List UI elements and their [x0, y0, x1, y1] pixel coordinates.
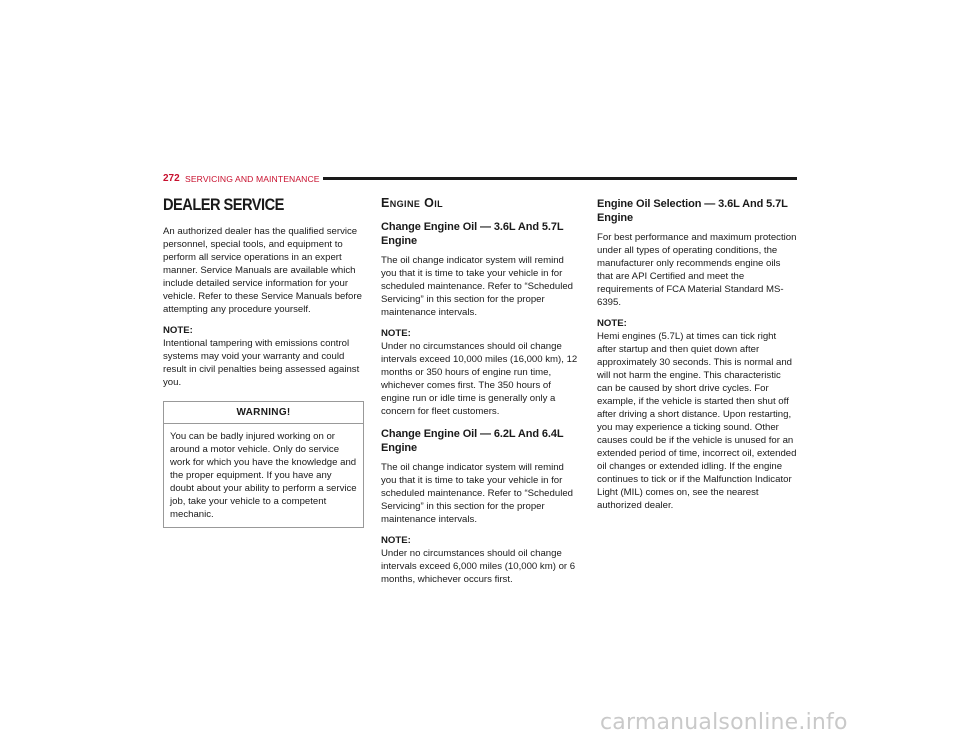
watermark: carmanualsonline.info: [600, 710, 848, 735]
page-header: [163, 173, 797, 187]
change-oil-36-57-text: The oil change indicator system will remind you that it is time to take your vehicle in for scheduled maintenance. Refer to “Scheduled Servicing” in this section for the proper maintenance intervals.: [381, 255, 573, 318]
section-name: SERVICING AND MAINTENANCE: [185, 174, 320, 184]
change-oil-62-64-text: The oil change indicator system will remind you that it is time to take your vehicle in for scheduled maintenance. Refer to “Scheduled Servicing” in this section for the proper maintenance intervals.: [381, 462, 573, 525]
header-rule: [323, 177, 797, 180]
warning-title: WARNING!: [164, 402, 363, 424]
note-block: [163, 324, 364, 389]
note-block: [381, 327, 582, 418]
note-text: Under no circumstances should oil change intervals exceed 6,000 miles (10,000 km) or 6 months, whichever occurs first.: [381, 548, 576, 585]
warning-box: [163, 401, 364, 528]
dealer-service-intro: An authorized dealer has the qualified service personnel, special tools, and equipment to perform all service operations in an expert manner. Service Manuals are available which include detailed service information for your vehicle. Refer to these Service Manuals before attempting any procedure yourself.: [163, 226, 362, 315]
engine-oil-title: Engine Oil: [381, 196, 444, 210]
note-text: Intentional tampering with emissions control systems may void your warranty and could result in civil penalties being assessed against you.: [163, 338, 360, 388]
note-label: NOTE:: [381, 328, 411, 339]
note-label: NOTE:: [381, 535, 411, 546]
change-oil-36-57-heading: Change Engine Oil — 3.6L And 5.7L Engine: [381, 221, 564, 247]
note-block: [381, 534, 582, 586]
page-number: 272: [163, 173, 180, 184]
note-block: [597, 317, 798, 512]
oil-selection-text: For best performance and maximum protection under all types of operating conditions, the manufacturer only recommends engine oils that are API Certified and meet the requirements of FCA Material Standard MS-6395.: [597, 232, 797, 308]
note-label: NOTE:: [597, 318, 627, 329]
note-label: NOTE:: [163, 325, 193, 336]
note-text: Under no circumstances should oil change intervals exceed 10,000 miles (16,000 km), 12 months or 350 hours of engine run time, whichever comes first. The 350 hours of engine run or idle time is generally only a concern for fleet customers.: [381, 341, 578, 417]
change-oil-62-64-heading: Change Engine Oil — 6.2L And 6.4L Engine: [381, 428, 564, 454]
dealer-service-title: DEALER SERVICE: [163, 195, 284, 214]
column-right: [597, 195, 798, 521]
oil-selection-heading: Engine Oil Selection — 3.6L And 5.7L Engine: [597, 198, 788, 224]
column-left: [163, 195, 364, 528]
warning-text: You can be badly injured working on or around a motor vehicle. Only do service work for which you have the knowledge and the proper equipment. If you have any doubt about your ability to perform a service job, take your vehicle to a competent mechanic.: [170, 431, 357, 520]
note-text: Hemi engines (5.7L) at times can tick right after startup and then quiet down after approximately 30 seconds. This is normal and will not harm the engine. This characteristic can be caused by short drive cycles. For example, if the vehicle is started then shut off after driving a short distance. Upon restarting, you may experience a ticking sound. Other causes could be if the vehicle is unused for an extended period of time, incorrect oil, extended oil changes or extended idling. If the engine continues to tick or if the Malfunction Indicator Light (MIL) comes on, see the nearest authorized dealer.: [597, 331, 797, 511]
column-middle: [381, 195, 582, 595]
